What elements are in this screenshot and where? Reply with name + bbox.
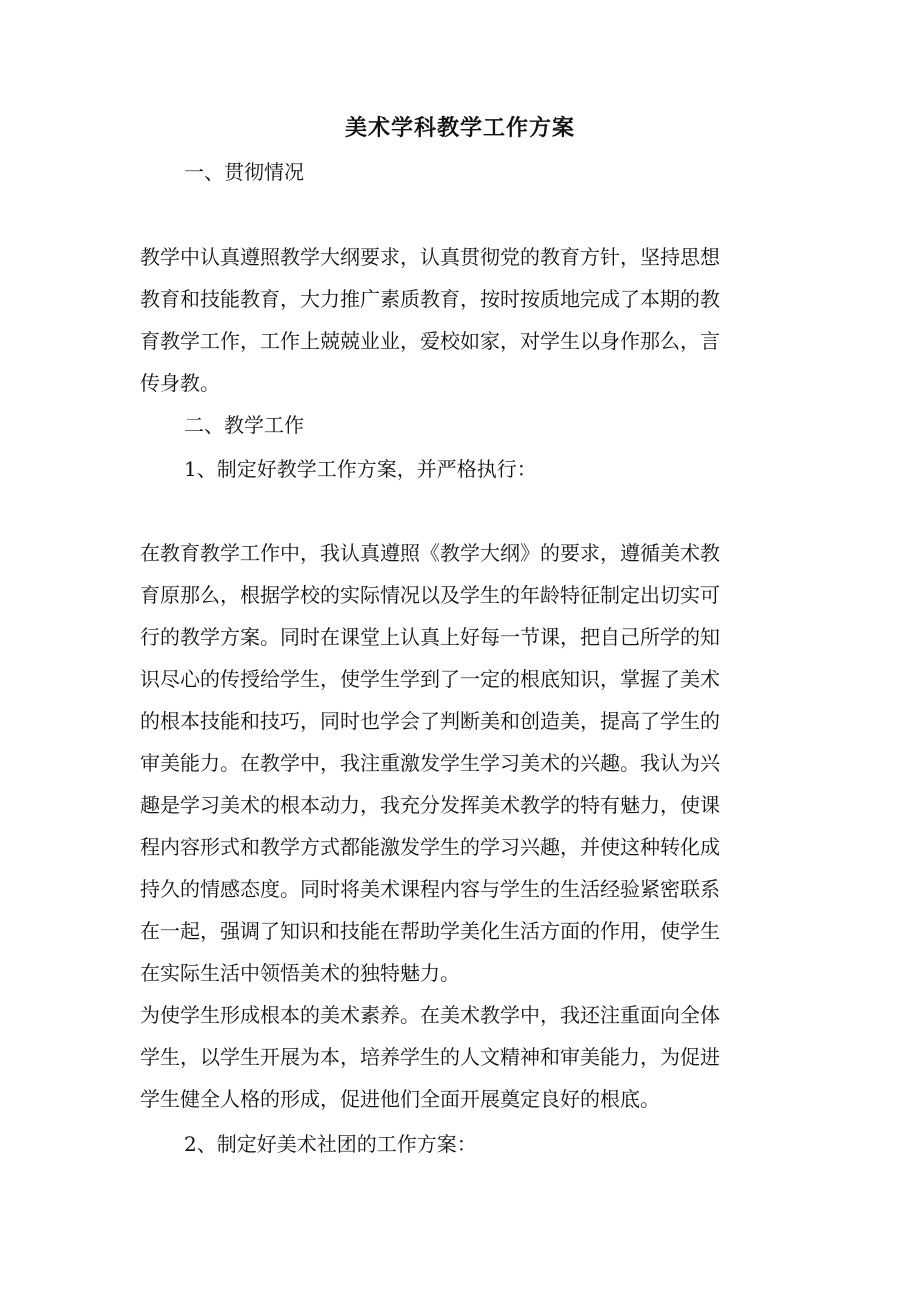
paragraph-1-line: 育教学工作，工作上兢兢业业，爱校如家，对学生以身作那么，言 [140,329,720,353]
paragraph-2-line: 持久的情感态度。同时将美术课程内容与学生的生活经验紧密联系 [140,877,720,901]
document-title: 美术学科教学工作方案 [344,115,575,141]
paragraph-2-line: 育原那么，根据学校的实际情况以及学生的年龄特征制定出切实可 [140,583,720,607]
paragraph-2-line: 在教育教学工作中，我认真遵照《教学大纲》的要求，遵循美术教 [140,541,720,565]
paragraph-3-line: 学生，以学生开展为本，培养学生的人文精神和审美能力，为促进 [140,1045,720,1069]
paragraph-2-line: 行的教学方案。同时在课堂上认真上好每一节课，把自己所学的知 [140,625,720,649]
paragraph-1-line: 传身教。 [140,371,220,395]
paragraph-2-line: 在一起，强调了知识和技能在帮助学美化生活方面的作用，使学生 [140,919,720,943]
paragraph-2-line: 识尽心的传授给学生，使学生学到了一定的根底知识，掌握了美术 [140,667,720,691]
paragraph-1-line: 教学中认真遵照教学大纲要求，认真贯彻党的教育方针，坚持思想 [140,245,720,269]
paragraph-2-line: 程内容形式和教学方式都能激发学生的学习兴趣，并使这种转化成 [140,835,720,859]
paragraph-2-line: 的根本技能和技巧，同时也学会了判断美和创造美，提高了学生的 [140,709,720,733]
paragraph-2-line: 在实际生活中领悟美术的独特魅力。 [140,961,460,985]
paragraph-3-line: 为使学生形成根本的美术素养。在美术教学中，我还注重面向全体 [140,1003,720,1027]
paragraph-1-line: 教育和技能教育，大力推广素质教育，按时按质地完成了本期的教 [140,287,720,311]
subheading-2: 2、制定好美术社团的工作方案： [184,1132,477,1156]
paragraph-3-line: 学生健全人格的形成，促进他们全面开展奠定良好的根底。 [140,1087,660,1111]
paragraph-2-line: 趣是学习美术的根本动力，我充分发挥美术教学的特有魅力，使课 [140,793,720,817]
section-heading-2: 二、教学工作 [184,413,304,437]
paragraph-2-line: 审美能力。在教学中，我注重激发学生学习美术的兴趣。我认为兴 [140,751,720,775]
subheading-1: 1、制定好教学工作方案，并严格执行： [184,457,537,481]
section-heading-1: 一、贯彻情况 [184,160,304,184]
